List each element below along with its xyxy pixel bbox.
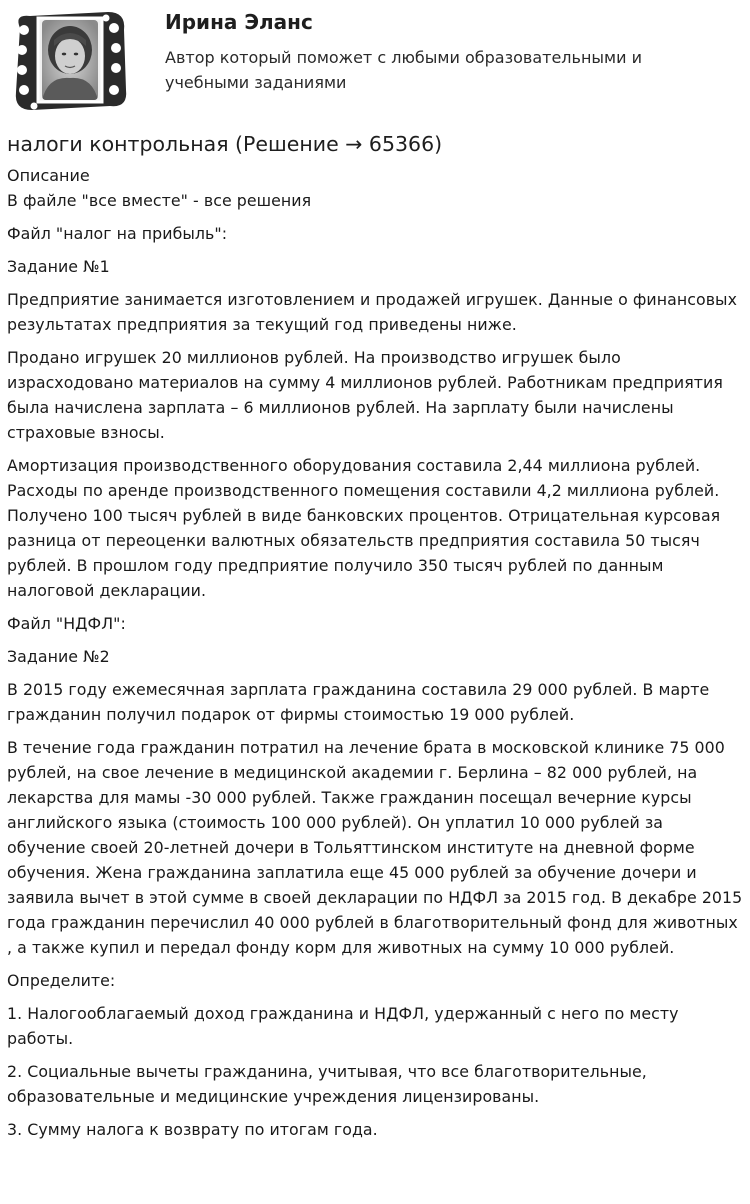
paragraph: В 2015 году ежемесячная зарплата гражданина составила 29 000 рублей. В марте гражданин получил подарок от фирмы стоимостью 19 000 рублей. [7,680,710,724]
description-label: Описание [7,166,90,185]
document-title: налоги контрольная (Решение → 65366) [7,132,443,156]
paragraph: 2. Социальные вычеты гражданина, учитывая, что все благотворительные, образовательные и медицинские учреждения лицензированы. [7,1062,647,1106]
paragraph: Предприятие занимается изготовлением и продажей игрушек. Данные о финансовых результатах предприятия за текущий год приведены ниже. [7,290,737,334]
author-name[interactable]: Ирина Эланс [165,10,313,34]
paragraph: Задание №1 [7,257,110,276]
paragraph: Продано игрушек 20 миллионов рублей. На производство игрушек было израсходовано материалов на сумму 4 миллионов рублей. Работникам предприятия была начислена зарплата – 6 миллионов рублей. На зарплату были начислены страховые взносы. [7,348,723,442]
paragraph: Файл "налог на прибыль": [7,224,228,243]
author-photo-icon [8,6,132,114]
paragraph: Амортизация производственного оборудования составила 2,44 миллиона рублей. Расходы по аренде производственного помещения составили 4,2 миллиона рублей. Получено 100 тысяч рублей в виде банковских процентов. Отрицательная курсовая разница от переоценки валютных обязательств предприятия составила 50 тысяч рублей. В прошлом году предприятие получило 350 тысяч рублей по данным налоговой декларации. [7,456,721,600]
paragraph: 3. Сумму налога к возврату по итогам года. [7,1120,378,1139]
document-content [7,129,743,1150]
author-card [0,0,750,120]
avatar[interactable] [8,6,132,114]
author-bio: Автор который поможет с любыми образовательными и учебными заданиями [165,48,642,92]
paragraph: В файле "все вместе" - все решения [7,191,312,210]
paragraph: Файл "НДФЛ": [7,614,126,633]
paragraph: 1. Налогооблагаемый доход гражданина и НДФЛ, удержанный с него по месту работы. [7,1004,679,1048]
paragraph: Определите: [7,971,116,990]
paragraph: Задание №2 [7,647,110,666]
paragraph: В течение года гражданин потратил на лечение брата в московской клинике 75 000 рублей, на свое лечение в медицинской академии г. Берлина – 82 000 рублей, на лекарства для мамы -30 000 рублей. Также гражданин посещал вечерние курсы английского языка (стоимость 100 000 рублей). Он уплатил 10 000 рублей за обучение своей 20-летней дочери в Тольяттинском институте на дневной форме обучения. Жена гражданина заплатила еще 45 000 рублей за обучение дочери и заявила вычет в этой сумме в своей декларации по НДФЛ за 2015 год. В декабре 2015 года гражданин перечислил 40 000 рублей в благотворительный фонд для животных , а также купил и передал фонду корм для животных на сумму 10 000 рублей. [7,738,743,957]
